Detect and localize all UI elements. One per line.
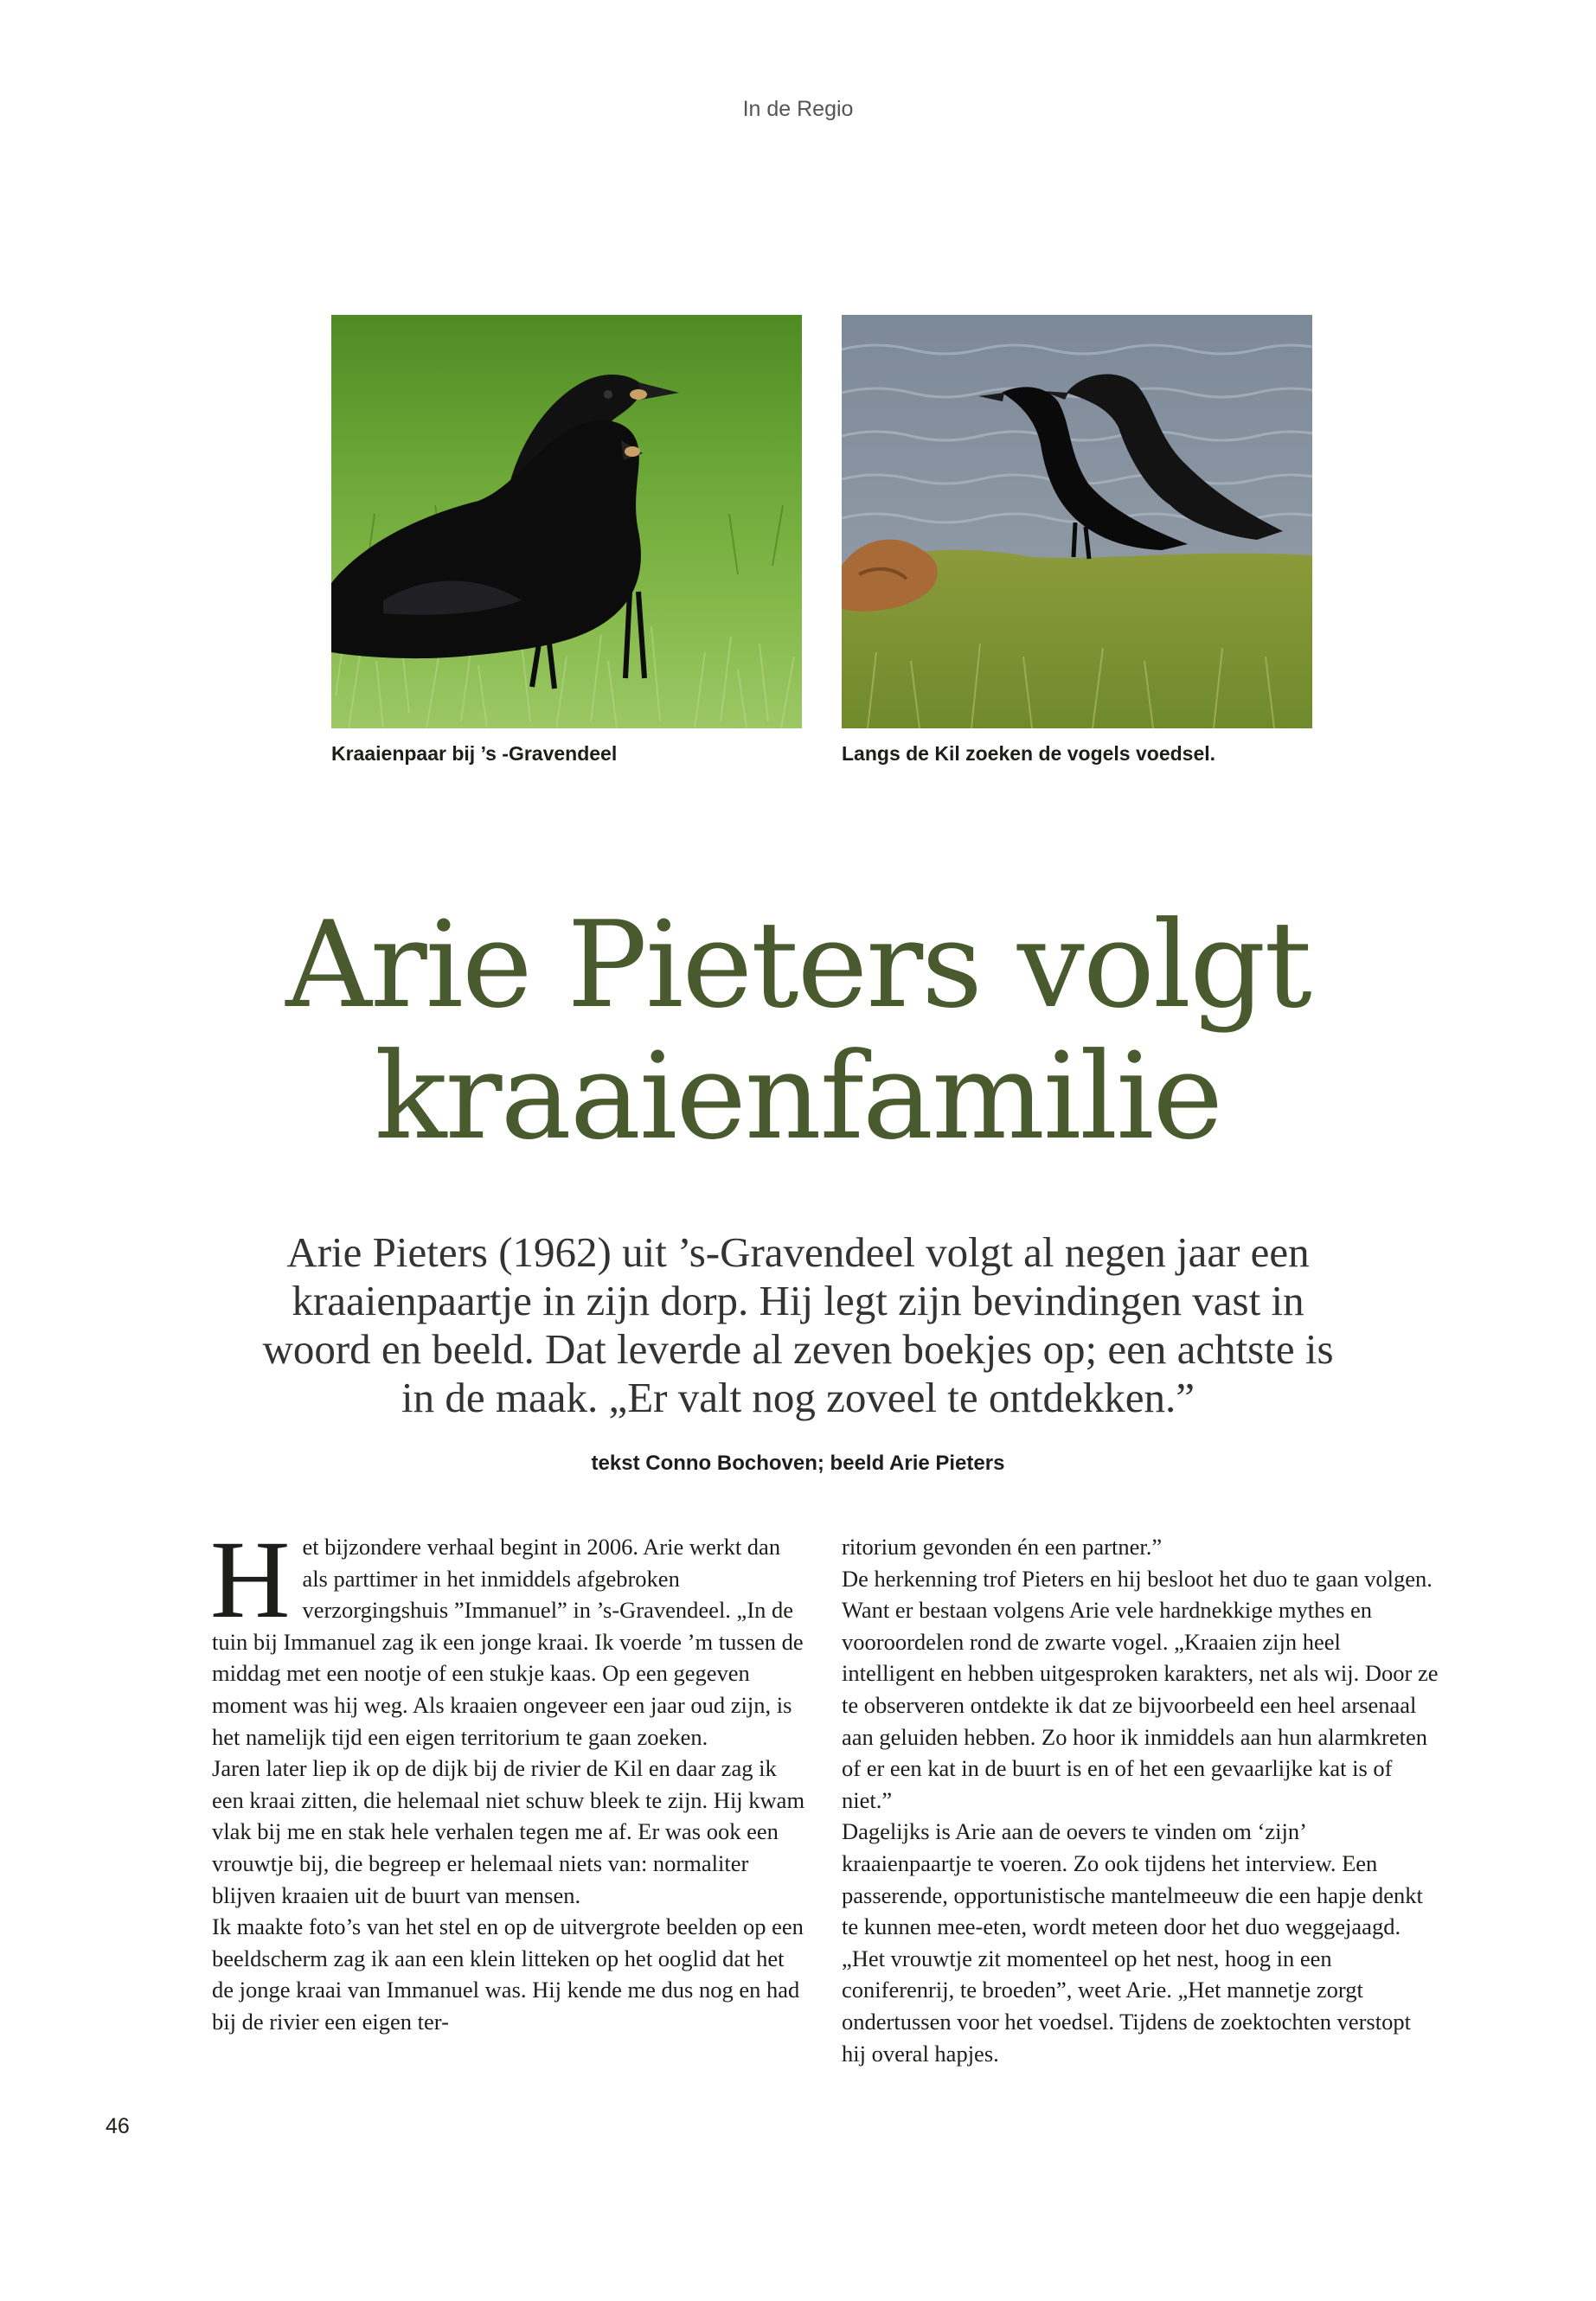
article-title-line-1: Arie Pieters volgt <box>285 895 1311 1035</box>
section-label: In de Regio <box>742 97 854 121</box>
crows-river-photo <box>842 315 1312 728</box>
photo-right-caption: Langs de Kil zoeken de vogels voedsel. <box>842 742 1216 765</box>
article-title <box>0 895 1596 1166</box>
body-column-2 <box>842 1531 1439 2069</box>
article-intro: Arie Pieters (1962) uit ’s-Gravendeel volgt al negen jaar een kraaienpaartje in zijn dorp. Hij legt zijn bevindingen vast in woord en beeld. Dat leverde al zeven boekjes op; een achtste is in de maak. „Er valt nog zoveel te ontdekken.” <box>262 1228 1334 1421</box>
body-paragraph: Ik maakte foto’s van het stel en op de uitvergrote beelden op een beeldscherm zag ik aan een klein litteken op het ooglid dat het de jonge kraai van Immanuel was. Hij kende me dus nog en had bij de rivier een eigen ter- <box>212 1913 804 2035</box>
article-byline: tekst Conno Bochoven; beeld Arie Pieters <box>591 1452 1005 1475</box>
body-paragraph: Het bijzondere verhaal begint in 2006. Arie werkt dan als parttimer in het inmiddels afgebroken verzorgingshuis ”Immanuel” in ’s-Gravendeel. „In de tuin bij Immanuel zag ik een jonge kraai. Ik voerde ’m tussen de middag met een nootje of een stukje kaas. Op een gegeven moment was hij weg. Als kraaien ongeveer een jaar oud zijn, is het namelijk tijd een eigen territorium te gaan zoeken. <box>210 1518 804 1750</box>
page-number: 46 <box>106 2114 130 2138</box>
body-paragraph: Jaren later liep ik op de dijk bij de rivier de Kil en daar zag ik een kraai zitten, die helemaal niet schuw bleek te zijn. Hij kwam vlak bij me en stak hele verhalen tegen me af. Er was ook een vrouwtje bij, die begreep er helemaal niets van: normaliter blijven kraaien uit de buurt van mensen. <box>212 1755 805 1908</box>
drop-cap: H <box>210 1518 291 1641</box>
body-paragraph: De herkenning trof Pieters en hij besloot het duo te gaan volgen. Want er bestaan volgens Arie vele hardnekkige mythes en vooroordelen rond de zwarte vogel. „Kraaien zijn heel intelligent en hebben uitgesproken karakters, net als wij. Door ze te observeren ontdekte ik dat ze bijvoorbeeld een heel arsenaal aan geluiden hebben. Zo hoor ik inmiddels aan hun alarmkreten of er een kat in de buurt is en of het een gevaarlijke kat is of niet.” <box>842 1565 1439 1813</box>
body-column-1 <box>210 1518 809 2038</box>
body-paragraph: Dagelijks is Arie aan de oevers te vinden om ‘zijn’ kraaienpaartje te voeren. Zo ook tijdens het interview. Een passerende, opportunistische mantelmeeuw die een hapje denkt te kunnen mee-eten, wordt meteen door het duo weggejaagd. „Het vrouwtje zit momenteel op het nest, hoog in een coniferenrij, te broeden”, weet Arie. „Het mannetje zorgt ondertussen voor het voedsel. Tijdens de zoektochten verstopt hij overal hapjes. <box>842 1818 1423 2067</box>
body-paragraph: ritorium gevonden én een partner.” <box>842 1534 1163 1560</box>
article-title-line-2: kraaienfamilie <box>374 1027 1222 1166</box>
photo-left-caption: Kraaienpaar bij ’s -Gravendeel <box>331 742 618 765</box>
crow-pair-grass-photo <box>331 315 802 728</box>
